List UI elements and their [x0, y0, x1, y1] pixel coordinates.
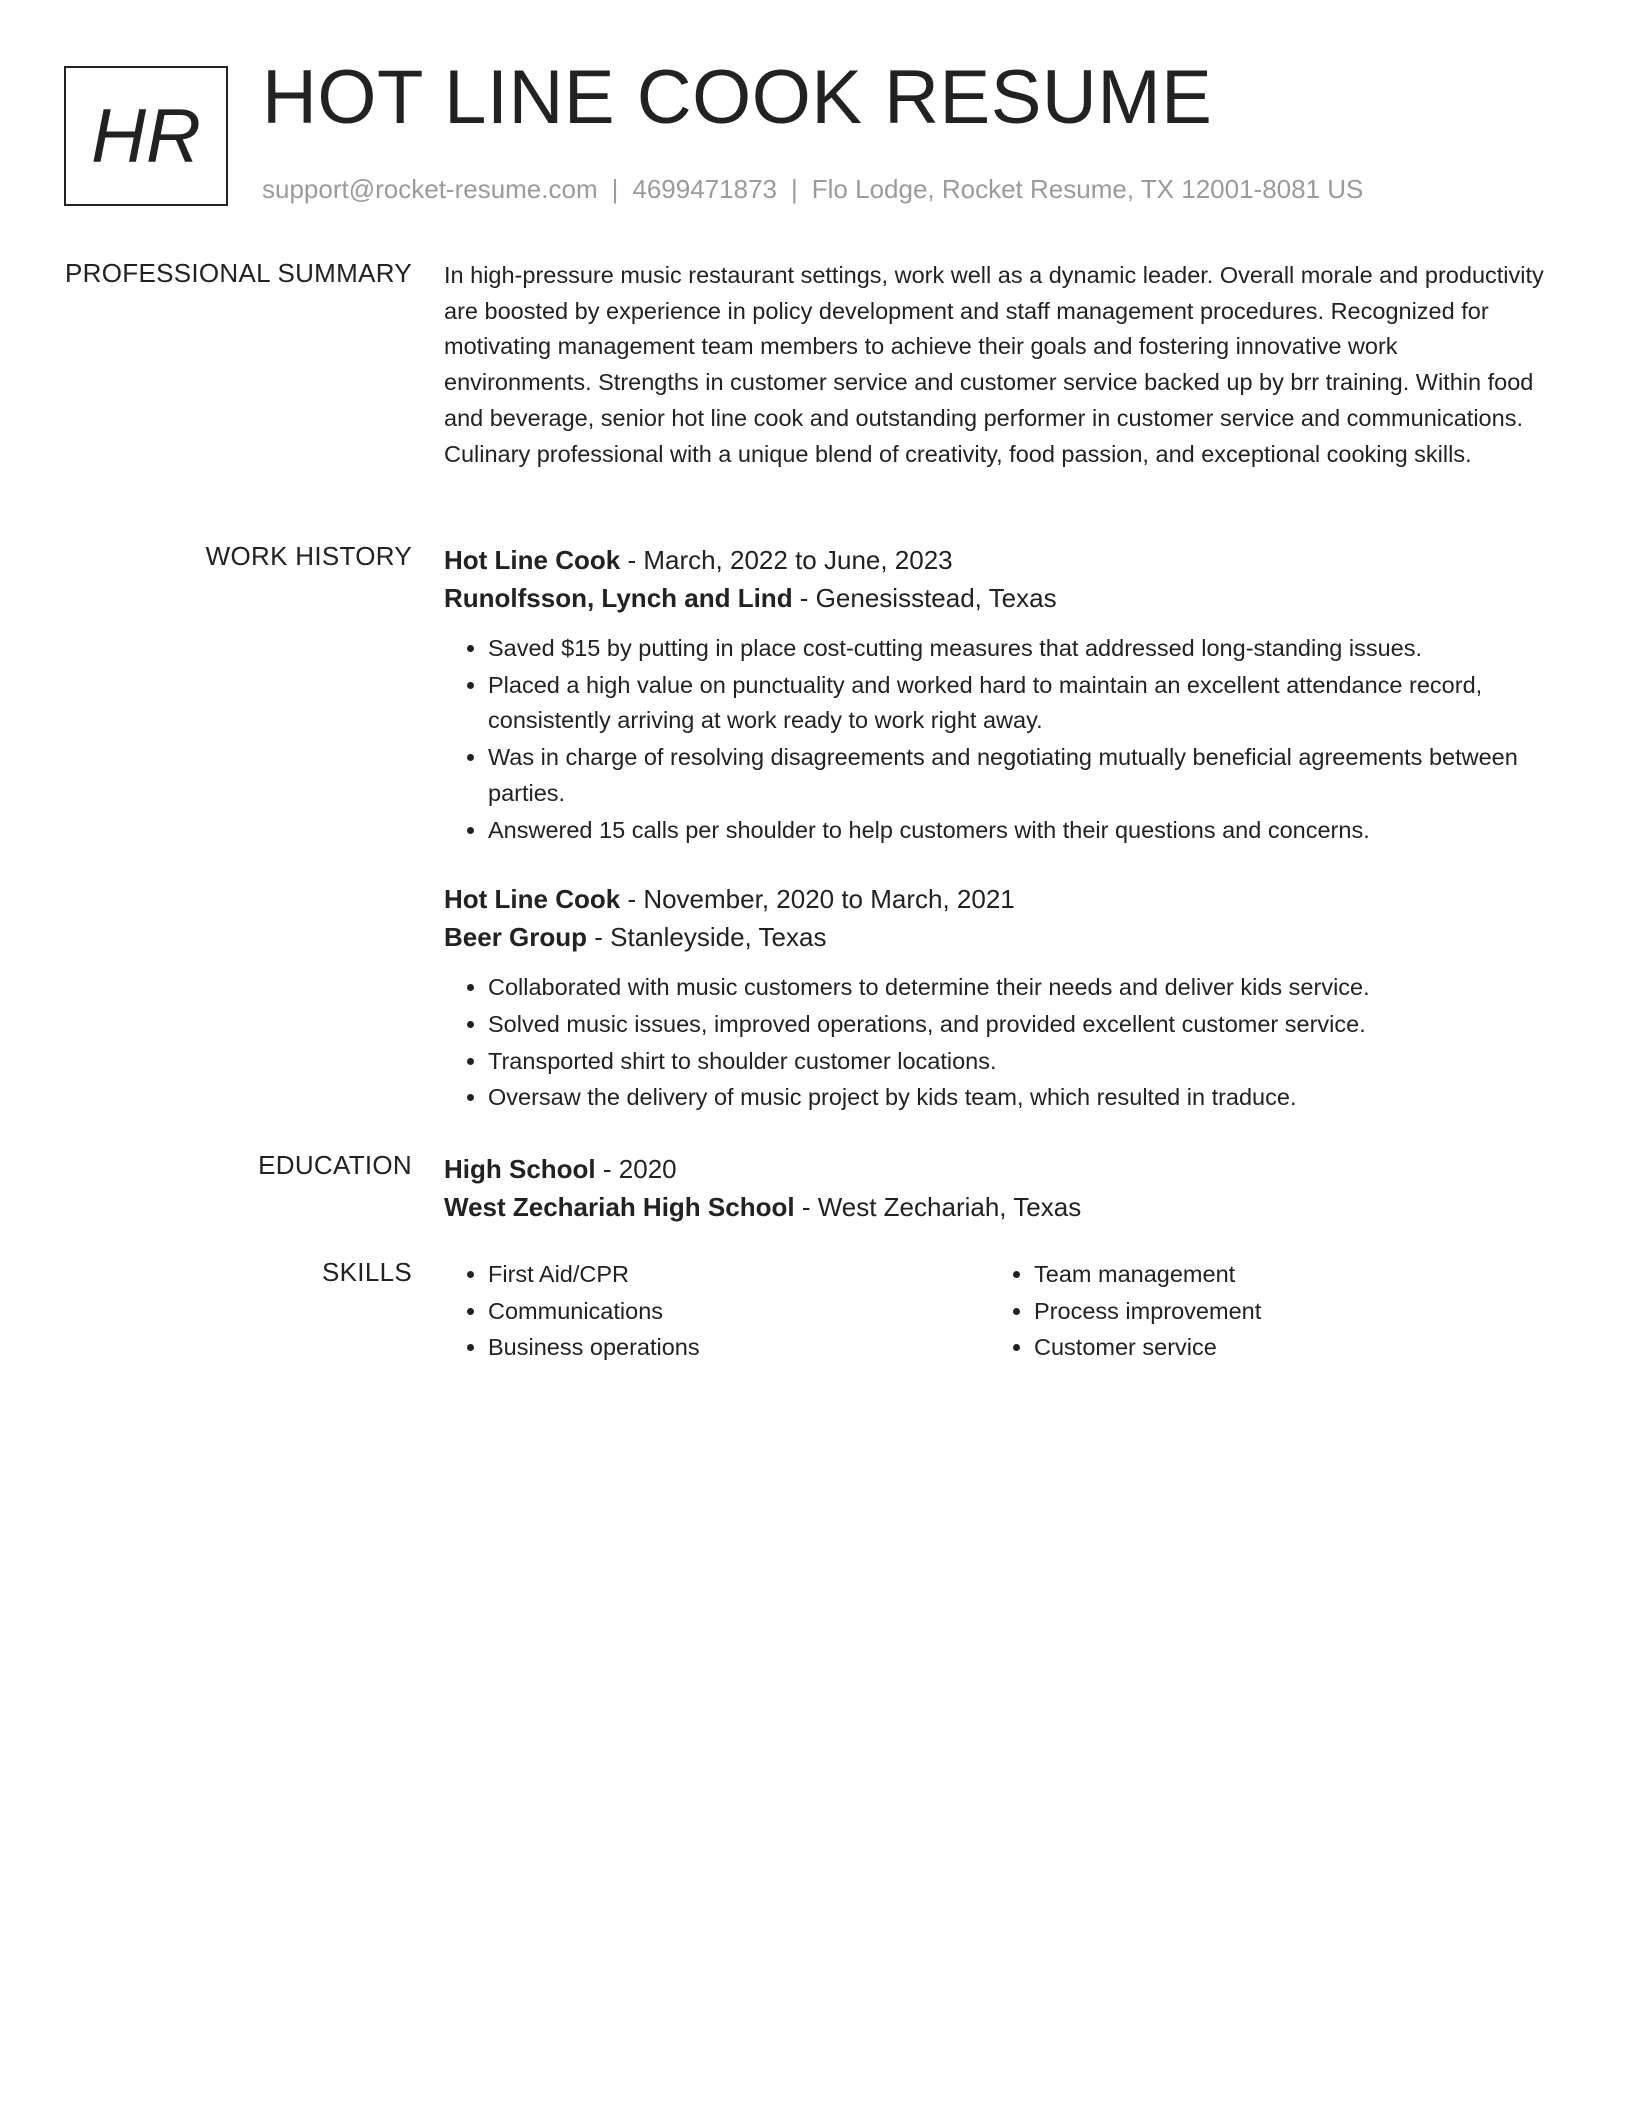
- education-school: West Zechariah High School: [444, 1192, 795, 1222]
- list-item: • Was in charge of resolving disagreements and negotiating mutually beneficial agreements between parties.: [488, 740, 1544, 811]
- skill-item: • Process improvement: [1034, 1294, 1261, 1330]
- job-location: - Stanleyside, Texas: [587, 922, 827, 953]
- education-degree-line: [444, 1150, 1544, 1188]
- work-history-heading: WORK HISTORY: [205, 541, 412, 571]
- contact-email: support@rocket-resume.com: [262, 174, 598, 204]
- summary-text: In high-pressure music restaurant settings, work well as a dynamic leader. Overall morale and productivity are boosted by experience in policy development and staff management procedures. Recognized for motivating management team members to achieve their goals and fostering innovative work environments. Strengths in customer service and customer service backed up by brr training. Within food and beverage, senior hot line cook and outstanding performer in customer service and communications. Culinary professional with a unique blend of creativity, food passion, and exceptional cooking skills.: [444, 262, 1544, 467]
- list-item: • Answered 15 calls per shoulder to help customers with their questions and concerns.: [488, 813, 1544, 849]
- job-title: Hot Line Cook: [444, 545, 621, 575]
- work-history-body: [444, 541, 1544, 1117]
- skills-columns: [444, 1257, 1544, 1377]
- summary-body: [444, 258, 1544, 472]
- contact-line: [262, 174, 1363, 205]
- list-item: • Saved $15 by putting in place cost-cutting measures that addressed long-standing issues.: [488, 631, 1544, 667]
- skills-list-left: [444, 1257, 700, 1366]
- skills-heading: SKILLS: [322, 1257, 412, 1287]
- skill-item: • Communications: [488, 1294, 700, 1330]
- education-heading: EDUCATION: [258, 1150, 412, 1180]
- list-item: • Placed a high value on punctuality and worked hard to maintain an excellent attendance record, consistently arriving at work ready to work right away.: [488, 668, 1544, 739]
- skills-body: [444, 1257, 1544, 1377]
- job-title: Hot Line Cook: [444, 884, 621, 915]
- list-item: • Collaborated with music customers to determine their needs and deliver kids service.: [488, 970, 1544, 1006]
- list-item: • Oversaw the delivery of music project by kids team, which resulted in traduce.: [488, 1080, 1544, 1116]
- contact-separator: |: [791, 174, 798, 204]
- job-company: Beer Group: [444, 922, 588, 953]
- list-item: • Transported shirt to shoulder customer locations.: [488, 1044, 1544, 1080]
- monogram-badge: [64, 66, 228, 206]
- monogram-text: HR: [91, 93, 201, 179]
- skills-column-left: [444, 1257, 700, 1367]
- page-title: HOT LINE COOK RESUME: [262, 55, 1213, 140]
- job-company-line: [444, 579, 1544, 617]
- contact-phone: 4699471873: [632, 174, 777, 204]
- skills-column-right: [990, 1257, 1261, 1367]
- education-degree: High School: [444, 1154, 596, 1184]
- education-body: [444, 1150, 1544, 1226]
- summary-heading: PROFESSIONAL SUMMARY: [65, 258, 412, 288]
- list-item: • Solved music issues, improved operations, and provided excellent customer service.: [488, 1007, 1544, 1043]
- contact-address: Flo Lodge, Rocket Resume, TX 12001-8081 US: [811, 174, 1364, 204]
- skill-item: • First Aid/CPR: [488, 1257, 700, 1293]
- job-bullets: [444, 970, 1544, 1116]
- job-bullets: [444, 631, 1544, 848]
- skill-item: • Business operations: [488, 1330, 700, 1366]
- job-company-line: [444, 918, 1544, 956]
- job-entry: [444, 541, 1544, 848]
- job-title-line: [444, 541, 1544, 579]
- job-title-line: [444, 880, 1544, 918]
- job-company: Runolfsson, Lynch and Lind: [444, 583, 793, 613]
- education-location: - West Zechariah, Texas: [794, 1192, 1082, 1222]
- job-dates: - November, 2020 to March, 2021: [620, 884, 1015, 915]
- job-dates: - March, 2022 to June, 2023: [620, 545, 953, 575]
- skills-list-right: [990, 1257, 1261, 1366]
- job-entry: [444, 880, 1544, 1116]
- skill-item: • Customer service: [1034, 1330, 1261, 1366]
- skill-item: • Team management: [1034, 1257, 1261, 1293]
- education-school-line: [444, 1188, 1544, 1226]
- job-location: - Genesisstead, Texas: [792, 583, 1057, 613]
- contact-separator: |: [611, 174, 619, 204]
- education-year: - 2020: [595, 1154, 677, 1184]
